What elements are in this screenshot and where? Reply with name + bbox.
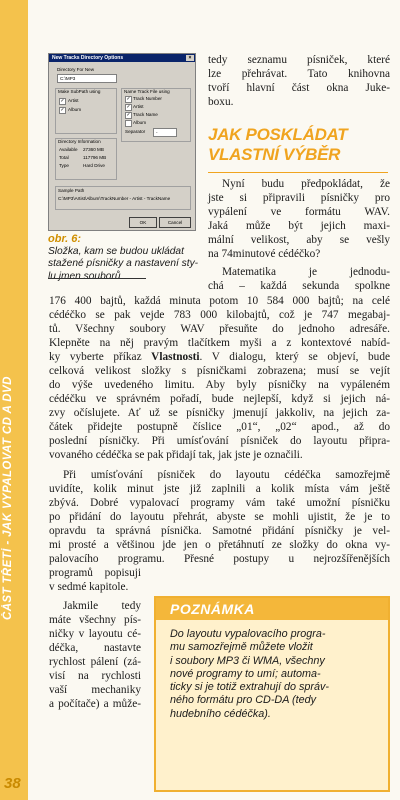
track-number-option: Track Number [133, 96, 162, 101]
total-value: 117796 MB [83, 155, 107, 160]
text-line: déčka, nastavte [49, 642, 141, 654]
caption-number: obr. 6: [48, 233, 82, 245]
heading-rule [208, 172, 388, 173]
page-number: 38 [4, 775, 21, 792]
dialog-title: New Tracks Directory Options [52, 55, 124, 61]
caption-line: lu jmen souborů [48, 270, 121, 282]
text-line: zbývá. Dobré vypalovací programy vám také umožní písničku [49, 497, 390, 509]
caption-line: Složka, kam se budou ukládat [48, 245, 184, 257]
section-heading [208, 125, 347, 165]
note-line: nové programy to umí; automa- [170, 667, 321, 680]
text-line: celková velikost složky s písničkami zobrazena; musí se vejít [49, 365, 390, 377]
directory-label: Directory For New [57, 67, 95, 72]
available-label: Available [59, 147, 78, 152]
album2-checkbox [125, 120, 132, 127]
text-line: cédéčko se pak vejde 783 000 kilobajtů, což je 747 megabaj- [49, 309, 390, 321]
text-line: vovaného cédéčka se pak přidají tak, jak jste je označili. [49, 449, 303, 461]
text-line: Jakmile tedy [63, 600, 141, 612]
text-line: Klepněte na něj pravým tlačítkem myši a z kontextové nabíd- [49, 337, 390, 349]
ok-button: OK [129, 217, 157, 228]
note-line: i soubory MP3 či WMA, všechny [170, 654, 325, 667]
note-line: ticky si je totiž extrahují do správ- [170, 681, 330, 694]
text-line: uvidíte, kolik minut jste již zaplnili a kolik místa vám ještě [49, 483, 390, 495]
text-line: tedy seznamu písniček, které [208, 54, 390, 66]
running-title: ČÁST TŘETÍ - JAK VYPALOVAT CD A DVD [2, 376, 14, 620]
track-name-option: Track Name [133, 112, 158, 117]
text-line: a počítače) a může- [49, 698, 141, 710]
subpath-label: Make SubPath using [58, 89, 101, 94]
text-line [49, 351, 390, 365]
text-line: boxu. [208, 96, 234, 108]
track-name-label: Name Track File using [124, 89, 170, 94]
text-run: ky vyberte příkaz [49, 351, 152, 363]
note-body [170, 628, 376, 721]
dialog-screenshot [48, 53, 196, 231]
note-line: mu samozřejmě můžete vložit [170, 641, 313, 654]
text-line: lze přehrávat. Tato knihovna [208, 68, 390, 80]
close-icon: × [186, 55, 194, 61]
type-value: Hard Drive [83, 163, 105, 168]
text-line: cédéčku ve správném pořadí, bude nejlepší, když si jejich ná- [49, 393, 390, 405]
note-title: POZNÁMKA [170, 601, 255, 617]
text-line: ničky v layoutu cé- [49, 628, 141, 640]
text-line: na 74minutové cédéčko? [208, 248, 321, 260]
dialog-title-bar [49, 54, 195, 62]
caption-rule [48, 278, 146, 279]
text-line: jste si připravili písničky pro [208, 192, 390, 204]
sample-value: C:\MP3\Artist\Album\TrackNumber - Artist - TrackName [58, 196, 171, 201]
text-line: visí na rychlosti [49, 670, 141, 682]
text-line: Při umísťování písniček do layoutu cédéčka samozřejmě [63, 469, 390, 481]
note-line: ného formátu pro CD-DA (tedy [170, 694, 317, 707]
heading-line: VLASTNÍ VÝBĚR [208, 145, 341, 164]
text-line: mi prosté a většinou jde jen o přetáhnutí ze složky do okna vy- [49, 539, 390, 551]
text-line: Matematika je jednodu- [222, 266, 390, 278]
text-line: chá – každá sekunda spolkne [208, 280, 390, 292]
track-name-checkbox: ✓ [126, 112, 131, 118]
album-option: Album [68, 107, 82, 112]
vlastnosti-term: Vlastnosti [151, 351, 200, 363]
note-line: Do layoutu vypalovacího progra- [170, 628, 326, 640]
track-number-checkbox: ✓ [126, 96, 131, 102]
text-line: vypálení ve formátu WAV. [208, 206, 390, 218]
text-line: po přidání do layoutu přehrát, abyste se mohli ujistit, že je to [49, 511, 390, 523]
cancel-button: Cancel [159, 217, 191, 228]
text-line: programů popisuji [49, 567, 141, 579]
caption-line: stažené písničky a nastavení sty- [48, 258, 199, 269]
text-line: máte všechny pís- [49, 614, 141, 626]
text-line: opravdu ta správná písnička. Samotné přidání písničky je vel- [49, 525, 390, 537]
type-label: Type [59, 163, 69, 168]
text-line: čátek přidejte postupně číslice „01“, „02“ apod., až do [49, 421, 390, 433]
text-line: zvy očíslujete. Ať už se písničky jmenují jakkoliv, na jejich za- [49, 407, 390, 419]
artist2-checkbox: ✓ [126, 104, 131, 110]
text-line: poslední písničky. Při umísťování písniček do layoutu připra- [49, 435, 390, 447]
text-run: . V dialogu, který se objeví, bude [199, 351, 390, 363]
text-line: do výše uvedeného limitu. Aby byly písničky na vypáleném [49, 379, 390, 391]
text-line: Jaká může být jejich maxi- [208, 220, 390, 232]
heading-line: JAK POSKLÁDAT [208, 125, 348, 144]
separator-label: Separator [125, 129, 146, 134]
note-box [154, 596, 390, 792]
note-header [156, 598, 388, 620]
artist-checkbox: ✓ [60, 98, 65, 104]
separator-field: - [153, 128, 177, 137]
available-value: 27360 MB [83, 147, 104, 152]
sample-label: Sample Path [58, 188, 85, 193]
note-line: hudebního cédéčka). [170, 707, 271, 720]
artist2-option: Artist [133, 104, 144, 109]
text-line: rychlost pálení (zá- [49, 656, 141, 668]
directory-field: C:\MP3 [57, 74, 117, 83]
text-line: Nyní budu předpokládat, že [222, 178, 390, 190]
directory-info-label: Directory Information [58, 139, 101, 144]
total-label: Total [59, 155, 69, 160]
text-line: v sedmé kapitole. [49, 581, 129, 593]
figure-caption [48, 233, 198, 283]
text-line: 176 400 bajtů, každá minuta potom 10 584 000 bajtů; na celé [49, 295, 390, 307]
text-line: mální velikost, aby se vešly [208, 234, 390, 246]
album-checkbox: ✓ [60, 107, 65, 113]
text-line: tvoří hlavní část okna Juke- [208, 82, 390, 94]
artist-option: Artist [68, 98, 79, 103]
text-line: palovacího programu. Přesné postupy u nejrozšířenějších [49, 553, 390, 565]
text-line: tů. Všechny soubory WAV přesuňte do jednoho adresáře. [49, 323, 390, 335]
text-line: vaší mechaniky [49, 684, 141, 696]
album2-option: Album [133, 120, 147, 125]
